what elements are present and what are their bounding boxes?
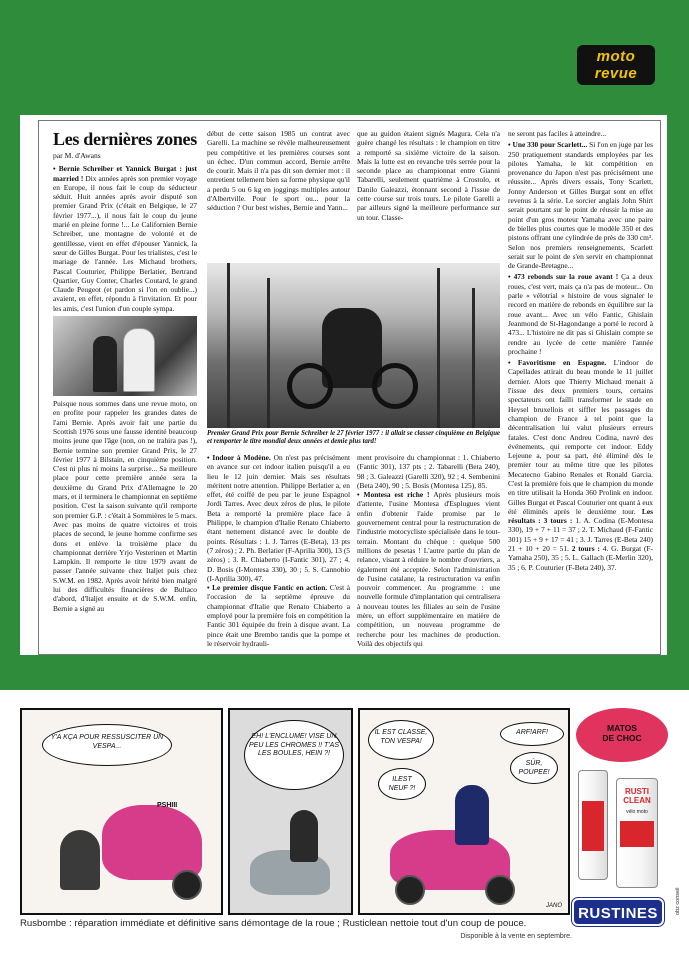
paragraph-lead: • 473 rebonds sur la roue avant ! bbox=[508, 272, 622, 282]
comic-panel-2 bbox=[228, 708, 353, 915]
green-bottom-border bbox=[0, 655, 689, 690]
paragraph-text: ne seront pas faciles à atteindre... bbox=[508, 129, 607, 138]
rusticlean-can bbox=[616, 778, 658, 888]
character-figure bbox=[290, 810, 318, 862]
speech-bubble: ILEST NEUF ?! bbox=[378, 768, 426, 800]
speech-bubble: IL EST CLASSE, TON VESPA! bbox=[368, 720, 434, 760]
article-column-3-bottom bbox=[357, 453, 500, 651]
scooter-drawing bbox=[102, 805, 202, 880]
comic-panel-3 bbox=[358, 708, 570, 915]
paragraph-text: L'indoor de Capellades attirait du beau monde le 11 juillet dernier. Alors que Thierry Michaud menait à l'issue des deux premiers tours, certains spectateurs ont failli transformer le stade en Heysel bruxellois et siffler les passages du champion de France à tel point que la décentralisation lui valut plusieurs erreurs fatales. C'est donc Andreu Codina, navré des événements, qui remporte cet indoor. Eddy Lejeune a, pour sa part, été éliminé dès le premier tour au même titre que les pilotes Mecatecno Gabino Renales et Ronald Garcia. C'est la première fois que le champion du monde en titre utilisait la Honda 360 Prolink en indoor. Gilles Burgat et Pascal Couturier ont quant à eux été éliminés après le deuxième tour. bbox=[508, 358, 653, 516]
badge-line2: DE CHOC bbox=[602, 733, 642, 743]
paragraph-lead: • Montesa est riche ! bbox=[357, 490, 434, 500]
paragraph-text: ment provisoire du championnat : 1. Chiaberto (Fantic 301), 137 pts ; 2. Tabarelli (Beta 240), 98 ; 3. Galeazzi (Garelli 320), 92 ; 4. Sembenini (Beta 240), 90 ; 5. Bosis (Montesa 125), 85. bbox=[357, 453, 500, 490]
paragraph bbox=[53, 164, 197, 313]
article-column-4 bbox=[508, 129, 653, 651]
ad-tagline: Rusbombe : réparation immédiate et définitive sans démontage de la roue ; Rusticlean nettoie tout d'un coup de pouce. bbox=[20, 918, 527, 929]
logo-line1: moto bbox=[596, 48, 636, 65]
paragraph bbox=[508, 358, 653, 572]
paragraph-lead: • Favoritisme en Espagne. bbox=[508, 358, 614, 368]
rustines-logo: RUSTINES bbox=[572, 898, 664, 926]
paragraph bbox=[207, 583, 350, 648]
paragraph-text: Après plusieurs mois d'attente, l'usine Montesa d'Esplugues vient enfin d'obtenir l'aide promise par le gouvernement central pour la restructuration de l'industrie motocycliste spécialisée dans le tout-terrain. Montant du chèque : quelque 500 millions de pesetas ! L'autre partie du plan de relance, visant à réduire le nombre d'ouvriers, a également été acceptée. Selon l'administration de l'usine catalane, la restructuration va enfin pouvoir commencer. Au programme : une nouvelle formule d'implantation qui centralisera à nouveau toutes les filiales au sein de l'usine mère, un effort supplémentaire en matière de compétition, un nouveau programme de recherche pour les machines de production. Voilà des objectifs qui bbox=[357, 490, 500, 648]
paragraph-text: Puisque nous sommes dans une revue moto, on en profite pour rappeler les grandes dates de l'ami Bernie. Après avoir fait une partie du Scottish 1976 sous une fausse identité beaucoup moins jeune que l'âge (non, on ne trahira pas !), Bernie termine son premier Grand Prix, le 27 février 1977 à Bilstain, en cinquième position. C'est ni plus ni moins la surprise... Sa meilleure place pour cette première année sera la deuxième du Grand Prix d'Allemagne le 20 mars, et il terminera le championnat en septième position. C'est la saison suivante qu'il remporte son premier G.P. : c'était à Sommières le 5 mars. Avec pas moins de quatre victoires et trois places de second, le jeune homme confirme ses dons et enlève la troisième place du championnat derrière Yrjo Vesterinen et Martin Lampkin. Il remporte le titre 1979 avant de passer l'année suivante chez Italjet puis chez S.W.M. en 1982. Après avoir hérité bien malgré lui des difficultés financières de Bultaco d'abord, d'Italjet ensuite et de S.W.M. enfin, Bernie a signé au bbox=[53, 399, 197, 613]
speech-bubble: Y'A KÇA POUR RESSUSCITER UN VESPA... bbox=[42, 724, 172, 766]
paragraph-lead: • Une 330 pour Scarlett... bbox=[508, 140, 590, 150]
paragraph bbox=[508, 272, 653, 356]
tree-trunk bbox=[267, 278, 270, 428]
ad-credit: obz conseil bbox=[675, 887, 681, 915]
green-left-border bbox=[0, 0, 20, 690]
tree-trunk bbox=[227, 263, 230, 428]
rusbombe-can bbox=[578, 770, 608, 880]
speech-bubble: ARF!ARF! bbox=[500, 722, 564, 746]
character-figure bbox=[455, 785, 489, 845]
photo-caption: Premier Grand Prix pour Bernie Schreiber le 27 février 1977 : il allait se classer cinquième en Belgique et remporter le titre mondial deux années et demie plus tard! bbox=[207, 430, 500, 446]
article-title: Les dernières zones bbox=[53, 129, 197, 149]
paragraph bbox=[207, 453, 350, 583]
speech-bubble: SÛR, POUPEE! bbox=[510, 752, 558, 784]
can-brand: RUSTI CLEAN bbox=[623, 787, 651, 805]
character-figure bbox=[60, 830, 100, 890]
front-wheel bbox=[287, 363, 333, 409]
article-byline: par M. d'Awans bbox=[53, 151, 101, 160]
bride-figure bbox=[123, 328, 155, 392]
article-column-2-bottom bbox=[207, 453, 350, 651]
paragraph-text: Si l'on en juge par les 250 pratiquement standards employées par les pilotes Yamaha, le kit compétition en provenance du Japon n'est pas précisément une réussite... Après divers essais, Tony Scarlett, Jonny Anderson et Gilles Burgat sont en effet revenus à la série. Le sorcier anglais John Shirt serait pourtant sur le point de réussir la mise au point d'un gros moteur Yamaha avec une paire de bielles plus courtes que le modèle 350 et des pistons offrant une cylindrée de près de 330 cm³. Selon nos premiers renseignements, Scarlett serait sur le point de s'en servir en championnat de Grande-Bretagne... bbox=[508, 140, 653, 271]
wedding-photo bbox=[53, 316, 197, 396]
paragraph-text: C'est à l'occasion de la septième épreuve du championnat d'Italie que Renato Chiaberto a employé pour la première fois en compétition la Fantic 301 équipée du frein à disque avant. La pince était une Brembo tandis que la pompe et le réservoir hydrauli- bbox=[207, 583, 350, 648]
tree-trunk bbox=[472, 288, 475, 428]
scooter-wheel bbox=[172, 870, 202, 900]
trial-race-photo bbox=[207, 263, 500, 428]
article-column-3-top bbox=[357, 129, 500, 263]
can-label bbox=[620, 821, 654, 847]
paragraph-lead: • Bernie Schreiber et Yannick Burgat : just married ! bbox=[53, 164, 197, 183]
article-box bbox=[38, 120, 661, 655]
rustines-ad-panel bbox=[572, 708, 672, 940]
paragraph bbox=[357, 490, 500, 648]
sound-effect: PSHIII bbox=[157, 802, 178, 809]
paragraph-text: 4. G. Burgat (F-Yamaha 250), 35 ; 5. L. Gallach (E-Merlin 320), 35 ; 6. P. Couturier (F-Beta 240), 37. bbox=[508, 544, 653, 572]
badge-line1: MATOS bbox=[607, 723, 637, 733]
paragraph-text: On n'est pas précisément en avance sur cet indoor italien puisqu'il a eu lieu le 12 juin dernier. Mais ses résultats méritent notre attention. Philippe Berlatier a, en effet, été coiffé de peu par le jeune Espagnol Jordi Tarres. Avec deux zéros de plus, le pilote Beta a remporté la première place face à Philippe, le champion d'Italie Renato Chiaberto étant nettement distancé avec le double de points. Résultats : 1. J. Tarres (E-Beta), 13 pts (7 zéros) ; 2. Ph. Berlatier (F-Aprilia 300), 13 (5 zéros) ; 3. R. Chiaberto (I-Fantic 301), 27 ; 4. D. Bosis (I-Montesa 330), 30 ; 5. S. Cannobio (I-Aprilia 300), 47. bbox=[207, 453, 350, 583]
paragraph-lead: Les résultats : 3 tours : bbox=[508, 506, 653, 526]
speech-bubble: EH! L'ENCLUME! VISE UN PEU LES CHROMES !! T'AS LES BOULES, HEIN ?! bbox=[244, 720, 344, 790]
moto-revue-logo bbox=[577, 45, 655, 85]
paragraph-lead: • Le premier disque Fantic en action. bbox=[207, 583, 330, 593]
artist-signature: JANO bbox=[545, 903, 562, 909]
paragraph-text: 1. A. Codina (E-Montesa 330), 19 + 7 + 11 = 37 ; 2. T. Michaud (F-Fantic 301) 15 + 9 + 17 = 41 ; 3. J. Tarres (E-Beta 240) 21 + 10 + 20 = 51. bbox=[508, 516, 653, 554]
tree-trunk bbox=[437, 268, 440, 428]
paragraph bbox=[508, 140, 653, 270]
article-column-2-top bbox=[207, 129, 350, 263]
rear-wheel bbox=[372, 363, 418, 409]
paragraph-text: Dix années après son premier voyage en Europe, il nous fait le coup du séducteur séduit. Huit années après avoir disputé son premier Grand Prix (c'était en Belgique, le 27 février 1977...), il nous fait le coup du jeune marié en pleine forme !... Le Californien Bernie Schreiber, une montagne de volonté et de gentillesse, vient en effet d'épouser Yannick, la sœur de Gilles Burgat. Pour les trialistes, c'est le mariage de l'année. Les Michaud brothers, Pascal Couturier, Philippe Berlatier, Bertrand Quartier, Guy Conter, Charles Coutard, le grand Claude Peugeot (et pardon si l'on en oublie...) avaient, en effet, répondu à l'invitation. Et pour les amis, c'est l'union d'un couple sympa. bbox=[53, 173, 197, 313]
can-label bbox=[582, 801, 604, 851]
article-column-1 bbox=[53, 129, 197, 651]
can-subtitle: vélo moto bbox=[626, 809, 648, 815]
paragraph-lead: • Indoor à Modène. bbox=[207, 453, 274, 462]
ad-availability: Disponible à la vente en septembre. bbox=[460, 933, 572, 940]
paragraph-text: Ça a deux roues, c'est vert, mais ça n'a pas de moteur... On parle « vélotrial » histoire de vous signaler le record en matière de rebonds en équilibre sur la roue avant... Avec un vélo Fantic, Ghislain Jeanmond de St-Hagondange a porté le record à 473... L'histoire ne dit pas si Ghislain compte se rendre au lycée de cette manière l'année prochaine ! bbox=[508, 272, 653, 356]
green-right-border bbox=[667, 0, 689, 690]
paragraph-lead: 2 tours : bbox=[571, 544, 603, 554]
scooter-wheel bbox=[485, 875, 515, 905]
comic-panel-1 bbox=[20, 708, 223, 915]
groom-figure bbox=[93, 336, 117, 392]
paragraph-text: que au guidon étaient signés Magura. Cela n'a guère changé les résultats : le champion en titre a remporté sa sixième victoire de la saison. Mais la lutte est en revanche très serrée pour la seconde place au championnat entre Gianni Tabarelli, seulement quatrième à Crostolo, et Danilo Galeazzi, étonnant second à l'issue de cette course sur trois tours. Le pilote Garelli a par ailleurs signé la meilleure performance sur un tour. Classe- bbox=[357, 129, 500, 222]
matos-de-choc-badge bbox=[576, 708, 668, 762]
scooter-wheel bbox=[395, 875, 425, 905]
paragraph-text: début de cette saison 1985 un contrat avec Garelli. La machine se révèle malheureusement peu compétitive et les premières courses sont un échec. D'un commun accord, Bernie arrête de courir. Mais il n'a pas dit son dernier mot : il entretient tellement bien sa forme physique qu'il a perdu 5 ou 6 kg en joggings multiples autour d'Albertville. Pour le sport ou... pour la séduction ? Our best wishes, Bernie and Yann... bbox=[207, 129, 350, 213]
logo-line2: revue bbox=[594, 65, 638, 82]
